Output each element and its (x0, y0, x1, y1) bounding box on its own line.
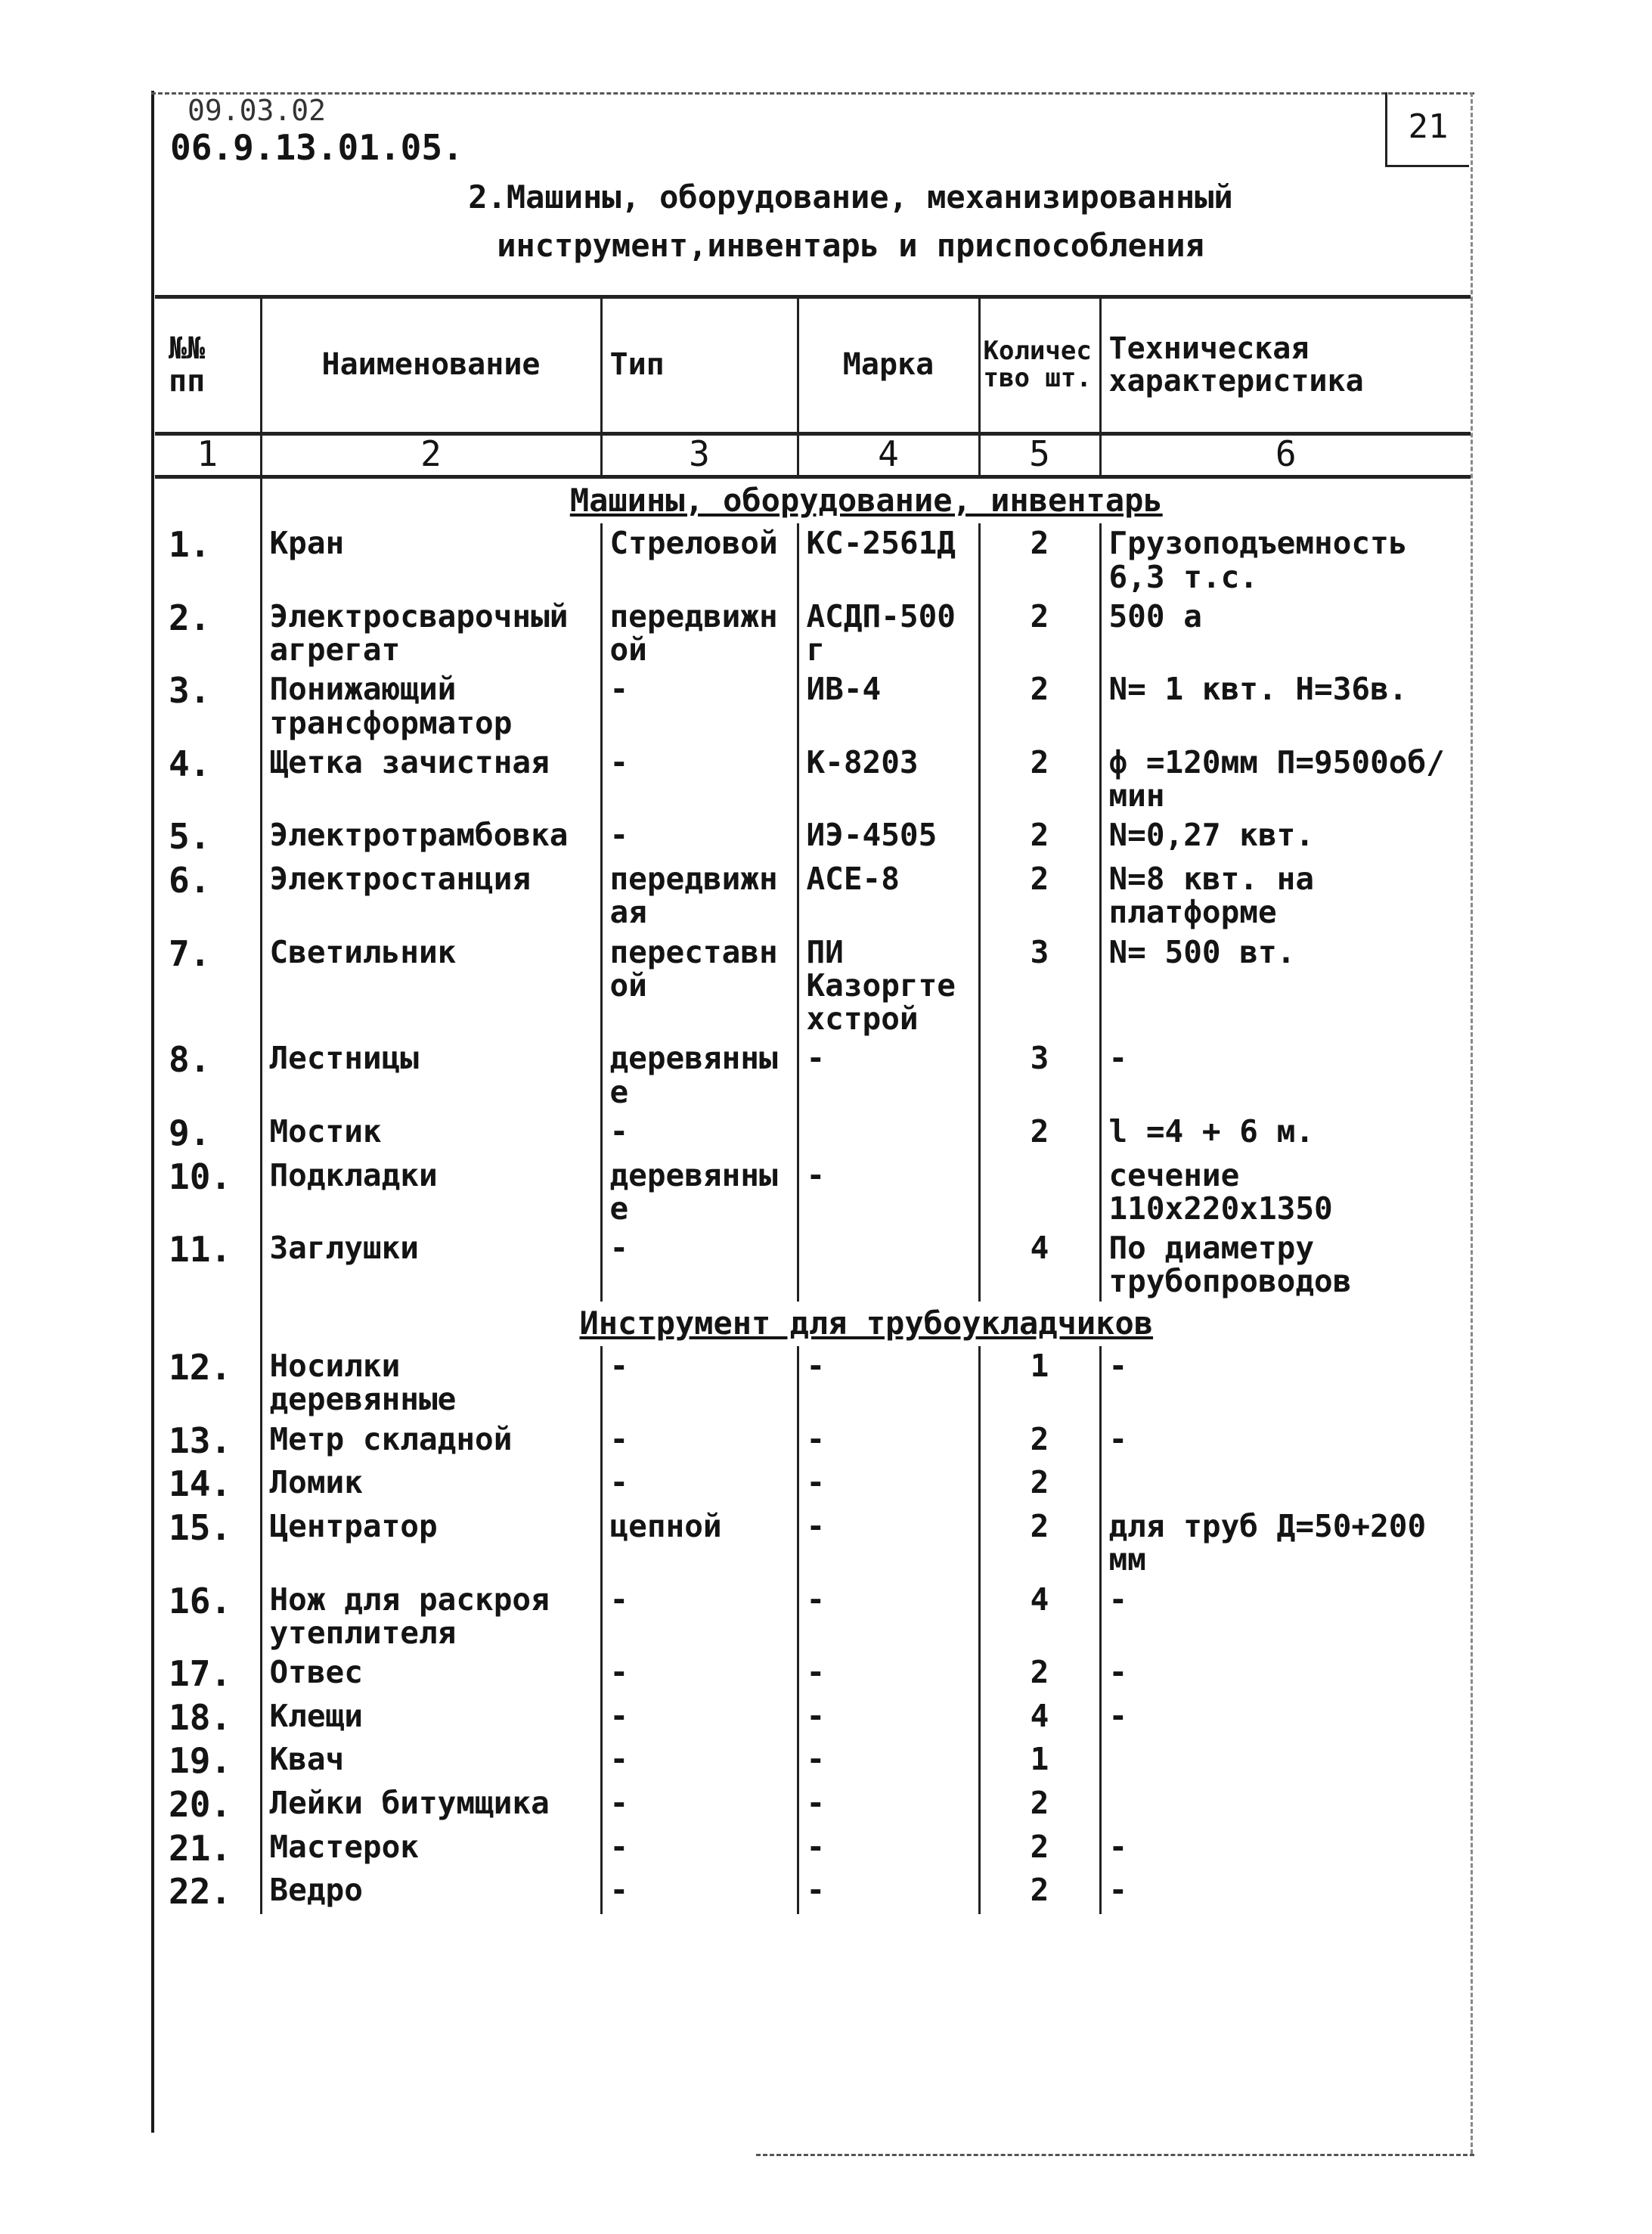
cell-name: Мостик (261, 1112, 601, 1156)
cell-name: Ломик (261, 1463, 601, 1506)
cell-type: передвижная (601, 859, 798, 932)
cell-type: Стреловой (601, 523, 798, 597)
cell-spec: 500 а (1100, 597, 1471, 670)
cell-number: 7. (169, 932, 211, 974)
cell-brand: КС-2561Д (798, 523, 979, 597)
cell-brand: - (798, 1739, 979, 1783)
cell-type: - (601, 815, 798, 859)
cell-quantity: 2 (979, 669, 1100, 743)
cell-number: 6. (169, 860, 211, 901)
cell-quantity: 2 (979, 597, 1100, 670)
page-frame-bottom (756, 2154, 1474, 2156)
cell-quantity: 2 (979, 1463, 1100, 1506)
cell-name: Центратор (261, 1506, 601, 1580)
cell-name: Подкладки (261, 1156, 601, 1229)
cell-name: Нож для раскроя утеплителя (261, 1580, 601, 1653)
cell-type: - (601, 1346, 798, 1420)
column-index-row (155, 434, 1471, 477)
cell-brand: - (798, 1783, 979, 1827)
cell-type: цепной (601, 1506, 798, 1580)
cell-quantity: 1 (979, 1346, 1100, 1420)
table-row (155, 743, 1471, 816)
cell-name: Носилки деревянные (261, 1346, 601, 1420)
table-row (155, 932, 1471, 1039)
cell-brand: - (798, 1463, 979, 1506)
cell-type: - (601, 1580, 798, 1653)
cell-number: 9. (169, 1112, 211, 1154)
cell-type: - (601, 1112, 798, 1156)
col-index: 2 (261, 434, 601, 477)
cell-number: 8. (169, 1039, 211, 1081)
cell-number: 20. (169, 1784, 232, 1826)
cell-name: Мастерок (261, 1827, 601, 1871)
cell-quantity (979, 1156, 1100, 1229)
cell-spec: N=0,27 квт. (1100, 815, 1471, 859)
cell-spec: Грузоподъемность 6,3 т.с. (1100, 523, 1471, 597)
table-header-row (155, 297, 1471, 434)
col-header-type: Тип (601, 297, 798, 434)
table-row (155, 523, 1471, 597)
cell-quantity: 2 (979, 859, 1100, 932)
cell-quantity: 2 (979, 1112, 1100, 1156)
cell-brand: - (798, 1580, 979, 1653)
cell-spec: N= 500 вт. (1100, 932, 1471, 1039)
cell-brand: - (798, 1652, 979, 1696)
page-frame-top (151, 92, 1474, 95)
cell-name: Кран (261, 523, 601, 597)
table-row (155, 1652, 1471, 1696)
cell-brand: - (798, 1506, 979, 1580)
page-title-line2: инструмент,инвентарь и приспособления (497, 227, 1204, 264)
cell-number: 21. (169, 1827, 232, 1869)
cell-name: Электросварочный агрегат (261, 597, 601, 670)
cell-type: - (601, 1739, 798, 1783)
section-title: Инструмент для трубоукладчиков (261, 1302, 1471, 1346)
cell-type: - (601, 1827, 798, 1871)
section-heading-row (155, 477, 1471, 524)
table-row (155, 1870, 1471, 1914)
table-row (155, 1112, 1471, 1156)
cell-type: деревянные (601, 1038, 798, 1112)
page-title-line1: 2.Машины, оборудование, механизированный (468, 178, 1233, 216)
table-body (155, 477, 1471, 1915)
cell-name: Лейки битумщика (261, 1783, 601, 1827)
cell-type: - (601, 1420, 798, 1463)
cell-quantity: 2 (979, 523, 1100, 597)
table-row (155, 1739, 1471, 1783)
cell-number: 14. (169, 1463, 232, 1505)
cell-quantity: 1 (979, 1739, 1100, 1783)
table-row (155, 815, 1471, 859)
cell-type: - (601, 669, 798, 743)
cell-spec: для труб Д=50+200 мм (1100, 1506, 1471, 1580)
cell-name: Лестницы (261, 1038, 601, 1112)
equipment-table (155, 295, 1471, 1914)
cell-name: Заглушки (261, 1228, 601, 1302)
cell-name: Квач (261, 1739, 601, 1783)
cell-number: 16. (169, 1580, 232, 1621)
cell-number: 1. (169, 524, 211, 566)
cell-number: 11. (169, 1229, 232, 1271)
col-index: 6 (1100, 434, 1471, 477)
cell-quantity: 2 (979, 815, 1100, 859)
cell-number: 2. (169, 597, 211, 638)
cell-number: 19. (169, 1740, 232, 1782)
cell-brand: АСДП-500г (798, 597, 979, 670)
cell-name: Светильник (261, 932, 601, 1039)
table-row (155, 1346, 1471, 1420)
col-index: 1 (155, 434, 261, 477)
col-header-num: №№ пп (155, 297, 261, 434)
table-row (155, 1463, 1471, 1506)
col-header-name: Наименование (261, 297, 601, 434)
cell-brand: - (798, 1156, 979, 1229)
col-index: 3 (601, 434, 798, 477)
cell-type: - (601, 1463, 798, 1506)
cell-spec (1100, 1463, 1471, 1506)
cell-spec: N= 1 квт. Н=36в. (1100, 669, 1471, 743)
cell-type: - (601, 1228, 798, 1302)
page-frame-left (151, 91, 154, 2133)
cell-brand: - (798, 1870, 979, 1914)
table-row (155, 1228, 1471, 1302)
col-header-spec: Техническая характеристика (1100, 297, 1471, 434)
document-code: 06.9.13.01.05. (170, 127, 463, 168)
cell-quantity: 2 (979, 1827, 1100, 1871)
table-row (155, 1783, 1471, 1827)
cell-number: 3. (169, 670, 211, 712)
col-index: 4 (798, 434, 979, 477)
cell-brand: АСЕ-8 (798, 859, 979, 932)
document-code-old: 09.03.02 (188, 94, 327, 127)
cell-spec: сечение 110х220х1350 (1100, 1156, 1471, 1229)
table-row (155, 1580, 1471, 1653)
cell-brand: ИВ-4 (798, 669, 979, 743)
cell-type: - (601, 1783, 798, 1827)
cell-name: Отвес (261, 1652, 601, 1696)
cell-spec: ф =120мм П=9500об/мин (1100, 743, 1471, 816)
cell-spec: N=8 квт. на платформе (1100, 859, 1471, 932)
cell-quantity: 4 (979, 1580, 1100, 1653)
cell-type: - (601, 1696, 798, 1740)
table-row (155, 597, 1471, 670)
cell-name: Понижающий трансформатор (261, 669, 601, 743)
cell-spec: - (1100, 1420, 1471, 1463)
cell-name: Электростанция (261, 859, 601, 932)
cell-number: 18. (169, 1696, 232, 1738)
cell-quantity: 2 (979, 1420, 1100, 1463)
cell-number: 12. (169, 1347, 232, 1388)
cell-spec: - (1100, 1870, 1471, 1914)
cell-number: 17. (169, 1653, 232, 1695)
section-title: Машины, оборудование, инвентарь (261, 477, 1471, 524)
cell-brand: - (798, 1420, 979, 1463)
cell-spec: - (1100, 1346, 1471, 1420)
table-row (155, 669, 1471, 743)
cell-quantity: 2 (979, 1870, 1100, 1914)
cell-spec (1100, 1783, 1471, 1827)
cell-name: Щетка зачистная (261, 743, 601, 816)
cell-quantity: 3 (979, 1038, 1100, 1112)
cell-number: 5. (169, 816, 211, 858)
cell-type: деревянные (601, 1156, 798, 1229)
cell-spec (1100, 1739, 1471, 1783)
cell-spec: - (1100, 1580, 1471, 1653)
cell-brand (798, 1112, 979, 1156)
cell-quantity: 4 (979, 1696, 1100, 1740)
cell-number: 15. (169, 1506, 232, 1548)
cell-brand: - (798, 1696, 979, 1740)
cell-brand: - (798, 1038, 979, 1112)
cell-spec: - (1100, 1827, 1471, 1871)
section-spacer (155, 1302, 261, 1346)
table-row (155, 1827, 1471, 1871)
page-number: 21 (1385, 92, 1469, 167)
col-header-qty: Количество шт. (979, 297, 1100, 434)
section-spacer (155, 477, 261, 524)
cell-quantity: 2 (979, 1783, 1100, 1827)
cell-name: Метр складной (261, 1420, 601, 1463)
cell-brand: ПИ Казоргтехстрой (798, 932, 979, 1039)
cell-number: 13. (169, 1420, 232, 1461)
cell-quantity: 2 (979, 1506, 1100, 1580)
cell-spec: - (1100, 1652, 1471, 1696)
col-index: 5 (979, 434, 1100, 477)
cell-brand: ИЭ-4505 (798, 815, 979, 859)
cell-type: - (601, 743, 798, 816)
cell-type: - (601, 1870, 798, 1914)
table-row (155, 1156, 1471, 1229)
cell-spec: - (1100, 1696, 1471, 1740)
cell-name: Ведро (261, 1870, 601, 1914)
cell-spec: По диаметру трубопроводов (1100, 1228, 1471, 1302)
cell-name: Электротрамбовка (261, 815, 601, 859)
cell-quantity: 3 (979, 932, 1100, 1039)
cell-brand: - (798, 1346, 979, 1420)
table-row (155, 1506, 1471, 1580)
cell-type: передвижной (601, 597, 798, 670)
col-header-brand: Марка (798, 297, 979, 434)
cell-brand: - (798, 1827, 979, 1871)
cell-name: Клещи (261, 1696, 601, 1740)
cell-type: переставной (601, 932, 798, 1039)
table-row (155, 1038, 1471, 1112)
cell-number: 10. (169, 1156, 232, 1197)
cell-brand: К-8203 (798, 743, 979, 816)
table-row (155, 1696, 1471, 1740)
cell-number: 4. (169, 743, 211, 784)
table-row (155, 1420, 1471, 1463)
cell-type: - (601, 1652, 798, 1696)
cell-brand (798, 1228, 979, 1302)
table-row (155, 859, 1471, 932)
cell-spec: - (1100, 1038, 1471, 1112)
section-heading-row (155, 1302, 1471, 1346)
cell-quantity: 4 (979, 1228, 1100, 1302)
cell-spec: l =4 + 6 м. (1100, 1112, 1471, 1156)
cell-quantity: 2 (979, 1652, 1100, 1696)
page-frame-right (1471, 92, 1473, 2154)
cell-quantity: 2 (979, 743, 1100, 816)
cell-number: 22. (169, 1871, 232, 1913)
